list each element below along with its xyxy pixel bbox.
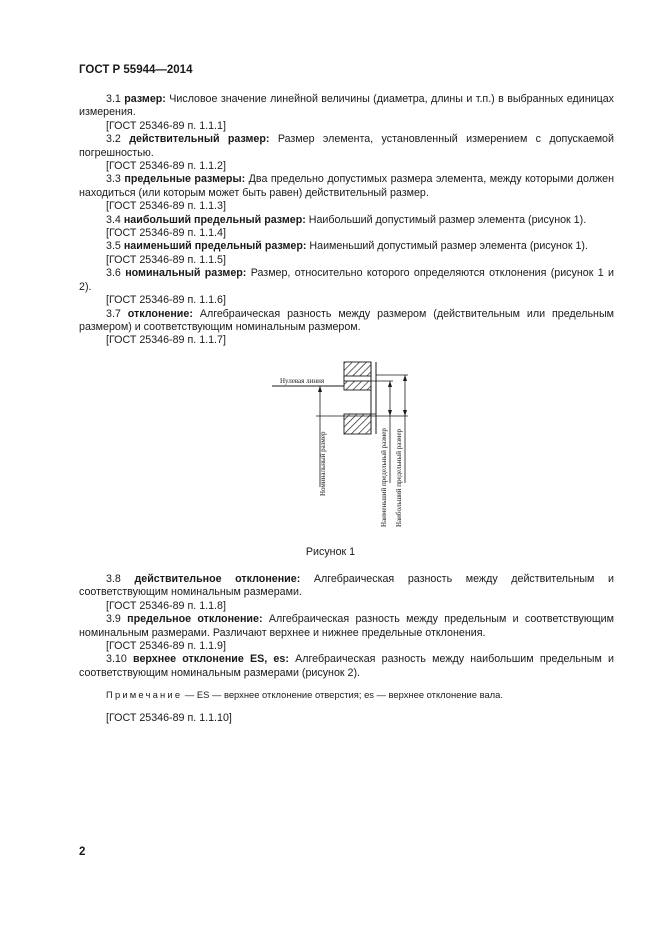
definition-3-6: 3.6 номинальный размер: Размер, относительно которого определяются отклонения (рисунок 1 и 2). — [79, 267, 614, 293]
part-bottom-hatched — [344, 414, 371, 434]
reference-3-6: [ГОСТ 25346-89 п. 1.1.6] — [106, 294, 226, 307]
document-header: ГОСТ Р 55944—2014 — [79, 64, 193, 76]
zero-line-label: Нулевая линия — [280, 377, 325, 385]
tolerance-band-top — [344, 376, 371, 381]
note-label: Примечание — [106, 689, 183, 701]
note — [79, 688, 614, 701]
reference-3-5: [ГОСТ 25346-89 п. 1.1.5] — [106, 253, 226, 266]
reference-3-1: [ГОСТ 25346-89 п. 1.1.1] — [106, 119, 226, 132]
min-size-label: Наименьший предельный размер — [380, 428, 388, 527]
figure-1-diagram — [260, 355, 420, 535]
reference-3-2: [ГОСТ 25346-89 п. 1.1.2] — [106, 160, 226, 173]
reference-3-10: [ГОСТ 25346-89 п. 1.1.10] — [106, 711, 232, 724]
note-text: — ES — верхнее отклонение отверстия; es — верхнее отклонение вала. — [184, 689, 503, 701]
definition-3-7: 3.7 отклонение: Алгебраическая разность между размером (действительным или предельным размером) и соответствующим номинальным размером. — [79, 307, 614, 333]
definition-3-2: 3.2 действительный размер: Размер элемента, установленный измерением с допускаемой погрешностью. — [79, 133, 614, 159]
definition-3-10: 3.10 верхнее отклонение ES, es: Алгебраическая разность между наибольшим предельным и соответствующим номинальным размерами (рисунок 2). — [79, 653, 614, 679]
reference-3-4: [ГОСТ 25346-89 п. 1.1.4] — [106, 227, 226, 240]
definition-3-8: 3.8 действительное отклонение: Алгебраическая разность между действительным и соответствующим номинальным размерами. — [79, 573, 614, 599]
page-number: 2 — [79, 846, 86, 858]
reference-3-7: [ГОСТ 25346-89 п. 1.1.7] — [106, 334, 226, 347]
definition-3-5: 3.5 наименьший предельный размер: Наименьший допустимый размер элемента (рисунок 1). — [106, 240, 588, 253]
max-size-label: Наибольший предельный размер — [395, 428, 403, 527]
nominal-size-label: Номинальный размер — [319, 431, 327, 496]
figure-caption: Рисунок 1 — [305, 546, 356, 558]
reference-3-9: [ГОСТ 25346-89 п. 1.1.9] — [106, 640, 226, 653]
definition-3-3: 3.3 предельные размеры: Два предельно допустимых размера элемента, между которыми должен находиться (или которым может быть равен) действительный размер. — [79, 173, 614, 199]
reference-3-8: [ГОСТ 25346-89 п. 1.1.8] — [106, 599, 226, 612]
definitions-block-b — [79, 573, 614, 725]
definitions-block-a — [79, 93, 614, 348]
definition-3-4: 3.4 наибольший предельный размер: Наибольший допустимый размер элемента (рисунок 1). — [106, 213, 587, 226]
reference-3-3: [ГОСТ 25346-89 п. 1.1.3] — [106, 200, 226, 213]
definition-3-1: 3.1 размер: Числовое значение линейной величины (диаметра, длины и т.п.) в выбранных единицах измерения. — [79, 93, 614, 119]
definition-3-9: 3.9 предельное отклонение: Алгебраическая разность между предельным и соответствующим номинальным размерами. Различают верхнее и нижнее предельные отклонения. — [79, 613, 614, 639]
